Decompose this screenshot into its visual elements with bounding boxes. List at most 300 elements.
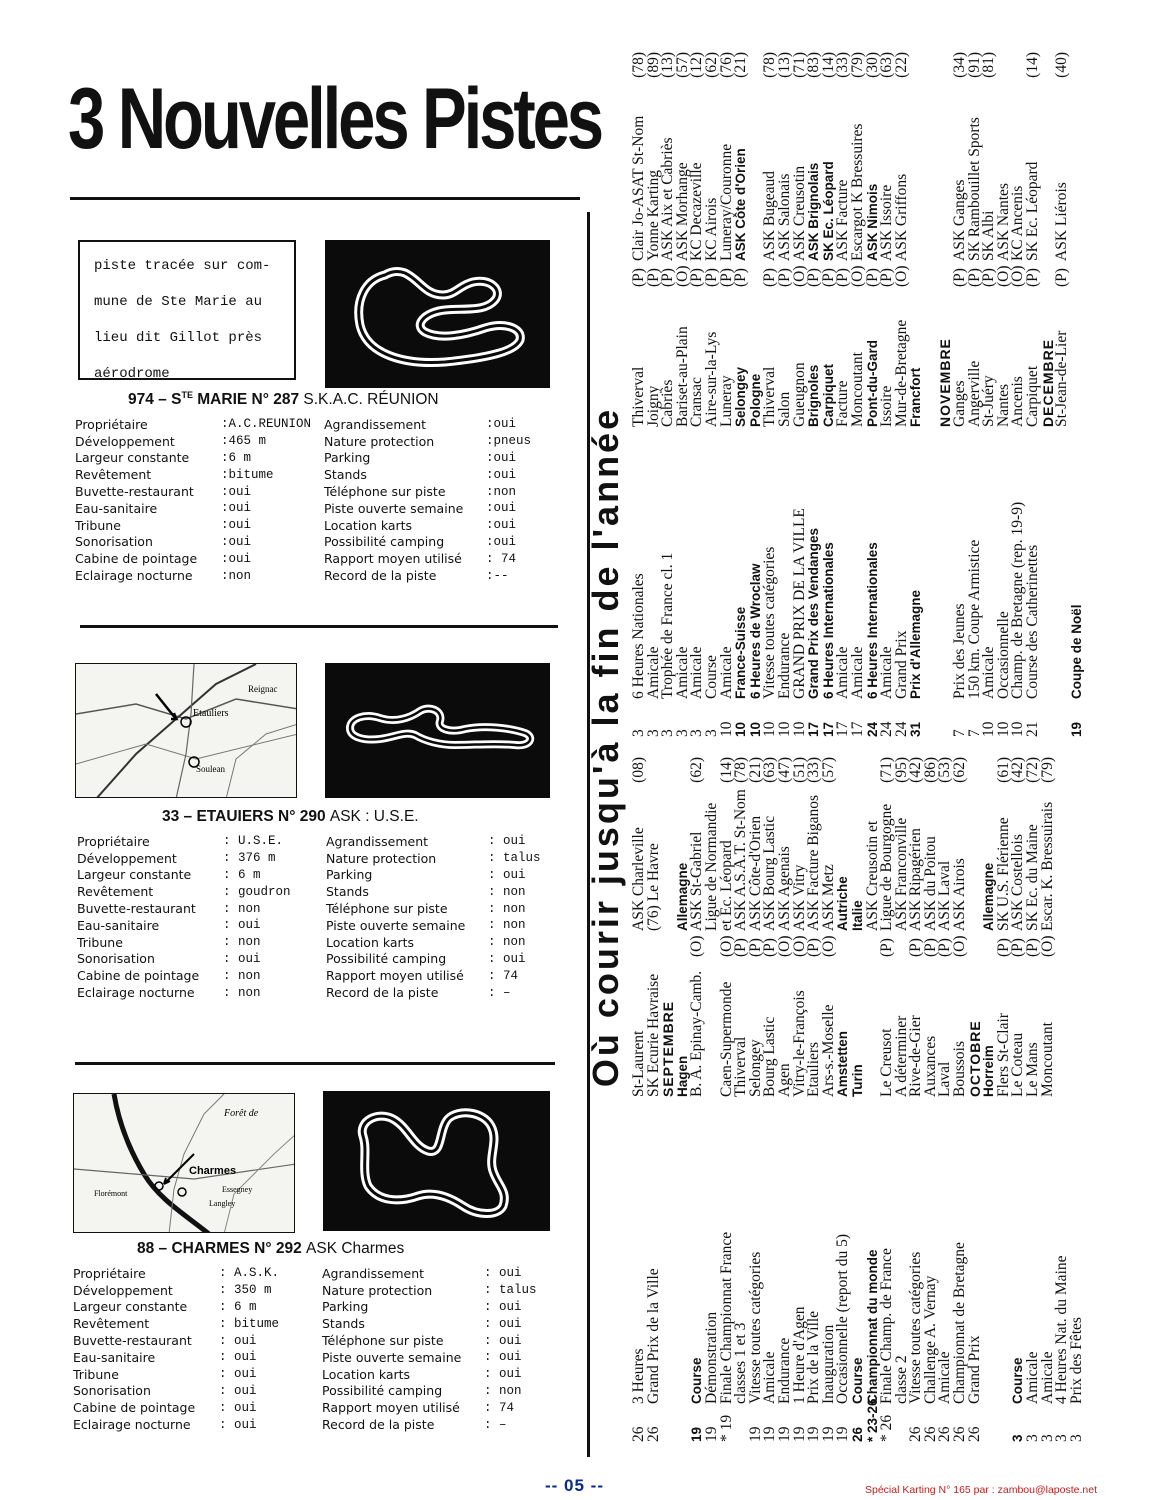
event-club: ASK Charleville: [630, 827, 647, 931]
spec-label: Propriétaire: [77, 833, 150, 849]
event-name: Grand Prix des Vendanges: [806, 527, 822, 699]
calendar-entry: [909, 437, 924, 737]
event-level: (O): [775, 935, 793, 957]
event-place: Amstetten: [835, 1030, 851, 1097]
spec-label: Nature protection: [322, 1282, 433, 1298]
page-number: -- 05 --: [545, 1476, 604, 1495]
spec-label: Record de la piste: [322, 1417, 435, 1433]
spec-value: : oui: [219, 1417, 257, 1432]
calendar-entry: [982, 1097, 997, 1442]
spec-label: Eau-sanitaire: [77, 917, 160, 933]
spec-value: : oui: [484, 1266, 522, 1281]
event-level: [924, 261, 939, 287]
spec-value: : oui: [484, 1316, 522, 1331]
spec-value: :oui: [486, 450, 517, 465]
event-level: [851, 931, 866, 957]
spec-label: Propriétaire: [75, 416, 148, 432]
spec-label: Stands: [326, 884, 369, 900]
title-rule: [70, 197, 580, 200]
spec-row: [77, 934, 548, 951]
event-level: (P): [775, 268, 793, 287]
event-place: Selongey: [746, 1039, 764, 1097]
event-level: (P): [965, 268, 983, 287]
event-place: Boussois: [951, 1041, 969, 1097]
event-club: ASK Salonais: [775, 173, 793, 261]
event-place: Le Coteau: [1009, 1032, 1027, 1097]
spec-label: Possibilité camping: [324, 534, 445, 550]
spec-label: Piste ouverte semaine: [324, 500, 464, 516]
event-department: (78): [732, 757, 750, 783]
event-place: Bariset-au-Plain: [673, 326, 691, 427]
event-level: (P): [980, 268, 998, 287]
event-club: ASK Côte-d'Orien: [746, 815, 764, 931]
calendar-entry: [1038, 757, 1056, 1097]
spec-value: : non: [488, 935, 526, 950]
event-level: (P): [659, 268, 677, 287]
event-name: Amicale: [848, 646, 866, 699]
section-rule: [80, 625, 558, 628]
event-name: Challenge A. Vernay: [921, 1275, 939, 1404]
event-date: 31: [908, 721, 924, 737]
event-date: 10: [747, 721, 763, 737]
event-club: ASK Côte d'Orien: [733, 148, 749, 261]
event-name: Championnat du monde: [864, 1249, 880, 1404]
event-level: (P): [732, 268, 750, 287]
event-date: [676, 1404, 691, 1442]
event-place: Luneray: [717, 375, 735, 427]
spec-label: Nature protection: [324, 433, 435, 449]
spec-value: : non: [488, 884, 526, 899]
event-department: (76): [717, 52, 735, 78]
event-department: (78): [630, 52, 647, 78]
calendar-entry: [676, 1097, 691, 1442]
calendar-entry: [848, 52, 866, 427]
event-name: 1 Heure d'Agen: [790, 1306, 808, 1404]
event-department: (81): [980, 52, 998, 78]
event-department: (12): [688, 52, 706, 78]
spec-label: Largeur constante: [77, 867, 192, 883]
event-date: [924, 699, 939, 737]
event-place: Brignoles: [806, 364, 822, 427]
spec-value: :A.C.REUNION: [221, 417, 312, 432]
event-level: (P): [878, 938, 896, 957]
calendar-entry: [1070, 437, 1085, 737]
event-name: Prix des Fêtes: [1067, 1317, 1085, 1404]
event-date: 10: [790, 721, 808, 737]
event-place: Nantes: [994, 383, 1012, 427]
event-level: (O): [892, 265, 910, 287]
event-level: (O): [1038, 935, 1056, 957]
event-date: 26: [849, 1426, 865, 1442]
event-name: Trophée de France cl. 1: [659, 552, 677, 699]
event-department: (42): [907, 757, 925, 783]
spec-value: : 6 m: [219, 1299, 257, 1314]
spec-row: [73, 1315, 544, 1332]
event-club: SK Ec. Léopard: [1024, 161, 1042, 261]
event-date: 3: [659, 729, 677, 737]
event-date: 7: [951, 729, 969, 737]
event-department: (08): [630, 757, 647, 783]
track-name: S: [171, 391, 182, 409]
event-club: Yonne Karting: [644, 170, 662, 261]
event-club: ASK Franconville: [892, 817, 910, 931]
calendar-column: [632, 52, 1070, 427]
spec-value: : 74: [486, 551, 517, 566]
spec-value: :oui: [486, 501, 517, 516]
event-level: (O): [790, 935, 808, 957]
calendar-entry: [836, 757, 851, 1097]
spec-row: [75, 416, 546, 433]
spec-label: Téléphone sur piste: [324, 484, 446, 500]
event-name: classes 1 et 3: [732, 1322, 750, 1404]
map-label: Essegney: [222, 1185, 253, 1194]
calendar-entry: [807, 52, 822, 427]
event-club: ASK Airois: [951, 858, 969, 931]
calendar-entry: [892, 52, 910, 427]
event-place: Flers St-Clair: [994, 1013, 1012, 1097]
spec-label: Location karts: [324, 517, 413, 533]
event-place: NOVEMBRE: [937, 338, 954, 427]
spec-value: :non: [486, 484, 517, 499]
event-department: (14): [717, 757, 735, 783]
event-date: 10: [717, 721, 735, 737]
event-department: (57): [819, 757, 837, 783]
calendar-entry: [924, 437, 939, 737]
spec-value: : oui: [219, 1367, 257, 1382]
event-date: 19: [819, 1426, 837, 1442]
map-label: Langley: [209, 1199, 236, 1208]
event-department: (71): [790, 52, 808, 78]
event-level: (P): [834, 268, 852, 287]
event-level: (P): [921, 938, 939, 957]
event-date: 10: [775, 721, 793, 737]
calendar-entry: [968, 757, 983, 1097]
event-level: (P): [761, 938, 779, 957]
calendar-entry: [717, 437, 735, 737]
spec-value: : oui: [484, 1350, 522, 1365]
spec-label: Record de la piste: [324, 568, 437, 584]
event-level: (P): [951, 268, 969, 287]
spec-value: : bitume: [219, 1316, 280, 1331]
event-place: Cabriès: [659, 379, 677, 427]
event-place: St-Jean-de-Lier: [1053, 330, 1071, 427]
map-label: Forêt de: [224, 1108, 259, 1119]
spec-label: Agrandissement: [326, 833, 429, 849]
map-label: Soulean: [196, 764, 225, 774]
event-place: Auxances: [921, 1035, 939, 1097]
spec-label: Développement: [73, 1282, 173, 1298]
track-code: 974 –: [128, 391, 167, 409]
event-level: (O): [790, 265, 808, 287]
event-place: Ars-s.-Moselle: [819, 1004, 837, 1097]
spec-row: [77, 883, 548, 900]
calendar-entry: [807, 437, 822, 737]
event-club: Luneray/Couronne: [717, 143, 735, 261]
spec-label: Buvette-restaurant: [75, 484, 194, 500]
spec-value: : U.S.E.: [223, 834, 284, 849]
spec-label: Location karts: [322, 1366, 411, 1382]
spec-row: [77, 850, 548, 867]
event-date: 19: [1068, 721, 1084, 737]
event-name: France-Suisse: [733, 606, 749, 699]
event-department: (33): [805, 757, 823, 783]
spec-value: : non: [488, 901, 526, 916]
spec-label: Tribune: [77, 934, 123, 950]
event-name: Inauguration: [819, 1324, 837, 1404]
event-name: Amicale: [644, 646, 662, 699]
event-level: (O): [951, 935, 969, 957]
spec-value: : non: [223, 901, 261, 916]
event-club: ASK Facture: [834, 179, 852, 261]
spec-label: Nature protection: [326, 850, 437, 866]
event-date: 3: [1010, 1434, 1026, 1442]
spec-label: Buvette-restaurant: [73, 1333, 192, 1349]
event-club: ASK Ripagérien: [907, 828, 925, 931]
event-date: 3: [1038, 1434, 1056, 1442]
event-name: Finale Championnat France: [717, 1231, 735, 1404]
event-place: Moncoutant: [1038, 1022, 1056, 1097]
event-department: (62): [951, 757, 969, 783]
track-code: 33 – ETAUIERS N° 290: [162, 808, 326, 825]
event-club: ASK Facture Biganos: [805, 794, 823, 931]
track-code: 88 – CHARMES N° 292: [137, 1240, 302, 1257]
spec-label: Piste ouverte semaine: [322, 1349, 462, 1365]
calendar-entry: [734, 52, 749, 427]
spec-row: [75, 466, 546, 483]
calendar-entry: [790, 52, 808, 427]
event-department: (95): [892, 757, 910, 783]
calendar-column: [632, 437, 1084, 737]
event-department: (62): [702, 52, 720, 78]
event-name: Amicale: [761, 1351, 779, 1404]
spec-label: Eclairage nocturne: [77, 985, 195, 1001]
event-place: B. A. Epinay-Camb.: [688, 970, 706, 1097]
track-club: ASK Charmes: [306, 1240, 405, 1257]
event-date: 24: [892, 721, 910, 737]
event-date: * 19: [717, 1414, 735, 1442]
event-club: SK Albi: [980, 210, 998, 261]
spec-value: :oui: [221, 501, 252, 516]
calendar-entry: [997, 1097, 1012, 1442]
event-name: Occasionnelle (report du 5): [834, 1233, 852, 1404]
event-place: Thiverval: [732, 1036, 750, 1097]
event-place: Mur-de-Bretagne: [892, 319, 910, 427]
map-label: Florémont: [94, 1189, 128, 1198]
calendar-entry: [848, 437, 866, 737]
event-date: 10: [980, 721, 998, 737]
event-club: Autriche: [835, 876, 851, 931]
event-date: [661, 1404, 676, 1442]
spec-value: : –: [488, 985, 511, 1000]
event-name: 3 Heures: [630, 1348, 647, 1404]
event-name: classe 2: [892, 1355, 910, 1404]
event-place: Vitry-le-François: [790, 990, 808, 1097]
track-club: S.K.A.C. RÉUNION: [303, 391, 439, 409]
spec-row: [77, 951, 548, 968]
event-name: Endurance: [775, 632, 793, 699]
event-department: (51): [790, 757, 808, 783]
event-name: Endurance: [775, 1337, 793, 1404]
event-place: Le Mans: [1024, 1042, 1042, 1097]
event-name: Course: [849, 1357, 865, 1404]
spec-label: Eau-sanitaire: [73, 1349, 156, 1365]
event-club: ASK Metz: [819, 864, 837, 931]
event-place: Carpiquet: [820, 363, 836, 427]
spec-value: : oui: [488, 951, 526, 966]
event-date: 26: [921, 1426, 939, 1442]
event-date: [1041, 699, 1056, 737]
spec-value: : oui: [219, 1383, 257, 1398]
event-level: (O): [848, 265, 866, 287]
event-club: KC Decazeville: [688, 162, 706, 261]
event-club: ASK St-Gabriel: [688, 831, 706, 931]
event-date: 3: [673, 729, 691, 737]
event-department: (14): [819, 52, 837, 78]
event-name: Amicale: [688, 646, 706, 699]
event-level: (P): [936, 938, 954, 957]
calendar-entry: [1055, 52, 1070, 427]
event-place: Rive-de-Gier: [907, 1015, 925, 1097]
event-department: (22): [892, 52, 910, 78]
spec-label: Eau-sanitaire: [75, 500, 158, 516]
spec-row: [77, 833, 548, 850]
calendar-entry: [1041, 437, 1056, 737]
spec-label: Sonorisation: [75, 534, 153, 550]
spec-label: Parking: [326, 867, 373, 883]
event-date: 19: [702, 1426, 720, 1442]
event-level: (P): [630, 268, 647, 287]
calendar-entry: [734, 437, 749, 737]
event-date: * 26: [878, 1414, 896, 1442]
spec-row: [75, 550, 546, 567]
event-level: (P): [1053, 268, 1071, 287]
event-level: (P): [1024, 268, 1042, 287]
spec-label: Cabine de pointage: [73, 1400, 196, 1416]
event-place: Thiverval: [761, 366, 779, 427]
spec-value: : –: [484, 1417, 507, 1432]
event-date: 26: [630, 1426, 647, 1442]
event-date: 26: [644, 1426, 662, 1442]
spec-row: [77, 867, 548, 884]
event-date: 17: [848, 721, 866, 737]
event-place: Angerville: [965, 360, 983, 427]
spec-value: :6 m: [221, 450, 252, 465]
event-club: SK U.S. Flérienne: [994, 817, 1012, 931]
spec-row: [77, 967, 548, 984]
spec-label: Largeur constante: [75, 450, 190, 466]
event-place: DECEMBRE: [1039, 338, 1056, 427]
event-name: 6 Heures de Wroclaw: [747, 563, 763, 699]
spec-label: Rapport moyen utilisé: [326, 968, 464, 984]
event-place: Thiverval: [630, 366, 647, 427]
event-club: Ligue de Bourgogne: [878, 803, 896, 931]
event-level: (P): [805, 268, 823, 287]
spec-label: Record de la piste: [326, 985, 439, 1001]
event-place: St-Laurent: [630, 1030, 647, 1097]
event-date: [1055, 699, 1070, 737]
track-heading: [162, 808, 419, 826]
track-layout-image: [325, 663, 550, 798]
spec-row: [75, 433, 546, 450]
track-specs-table: [75, 416, 546, 584]
track-heading: [137, 1240, 404, 1258]
spec-label: Sonorisation: [73, 1383, 151, 1399]
event-club: ASK Bugeaud: [761, 171, 779, 261]
event-club: ASK Brignolais: [806, 162, 822, 261]
map-label: Charmes: [189, 1165, 237, 1177]
event-name: Vitesse toutes catégories: [746, 1251, 764, 1404]
event-level: [647, 931, 662, 957]
event-department: (47): [775, 757, 793, 783]
event-level: (P): [994, 938, 1012, 957]
event-place: OCTOBRE: [966, 1020, 983, 1097]
event-name: Démonstration: [702, 1311, 720, 1404]
track-name-sup: TE: [181, 390, 193, 400]
event-club: SK Ec. du Maine: [1024, 824, 1042, 931]
calendar-entry: [836, 1097, 851, 1442]
event-club: Allemagne: [981, 862, 997, 931]
event-place: Cransac: [688, 377, 706, 427]
event-level: (P): [805, 938, 823, 957]
event-department: (21): [732, 52, 750, 78]
event-department: (63): [761, 757, 779, 783]
event-date: 19: [761, 1426, 779, 1442]
spec-row: [75, 483, 546, 500]
track-layout-image: [325, 240, 550, 388]
event-name: Vitesse toutes catégories: [761, 546, 779, 699]
map-label: Reignac: [248, 684, 278, 694]
event-club: ASK A.S.A.T. St-Nom: [732, 789, 750, 931]
spec-value: : oui: [484, 1299, 522, 1314]
event-level: (P): [761, 268, 779, 287]
spec-label: Stands: [324, 467, 367, 483]
spec-value: : non: [223, 968, 261, 983]
event-name: Course: [1010, 1357, 1026, 1404]
spec-label: Parking: [322, 1299, 369, 1315]
event-name: Amicale: [878, 646, 896, 699]
calendar-entry: [1026, 437, 1041, 737]
event-place: Facture: [834, 380, 852, 427]
spec-label: Téléphone sur piste: [326, 901, 448, 917]
spec-value: : 376 m: [223, 851, 276, 866]
spec-row: [73, 1299, 544, 1316]
event-date: 19: [689, 1426, 705, 1442]
event-place: Caen-Supermonde: [717, 981, 735, 1097]
spec-label: Eclairage nocturne: [75, 568, 193, 584]
event-level: [909, 261, 924, 287]
event-club: Escar. K. Bressuirais: [1038, 801, 1056, 931]
event-level: (P): [1024, 938, 1042, 957]
event-place: Hagen: [674, 1055, 690, 1097]
spec-row: [75, 517, 546, 534]
event-department: (33): [834, 52, 852, 78]
spec-label: Revêtement: [73, 1316, 150, 1332]
spec-value: : 74: [484, 1400, 515, 1415]
event-name: 4 Heures Nat. du Maine: [1053, 1255, 1071, 1404]
event-place: Pont-du-Gard: [864, 340, 880, 427]
event-name: GRAND PRIX DE LA VILLE: [790, 508, 808, 699]
spec-value: : oui: [219, 1350, 257, 1365]
event-department: (40): [1053, 52, 1071, 78]
spec-label: Développement: [75, 433, 175, 449]
map-icon: [76, 664, 297, 798]
calendar-entry: [1026, 52, 1041, 427]
event-place: SEPTEMBRE: [660, 1000, 677, 1097]
event-department: (79): [1038, 757, 1056, 783]
event-department: (63): [878, 52, 896, 78]
event-date: 26: [907, 1426, 925, 1442]
spec-row: [73, 1366, 544, 1383]
